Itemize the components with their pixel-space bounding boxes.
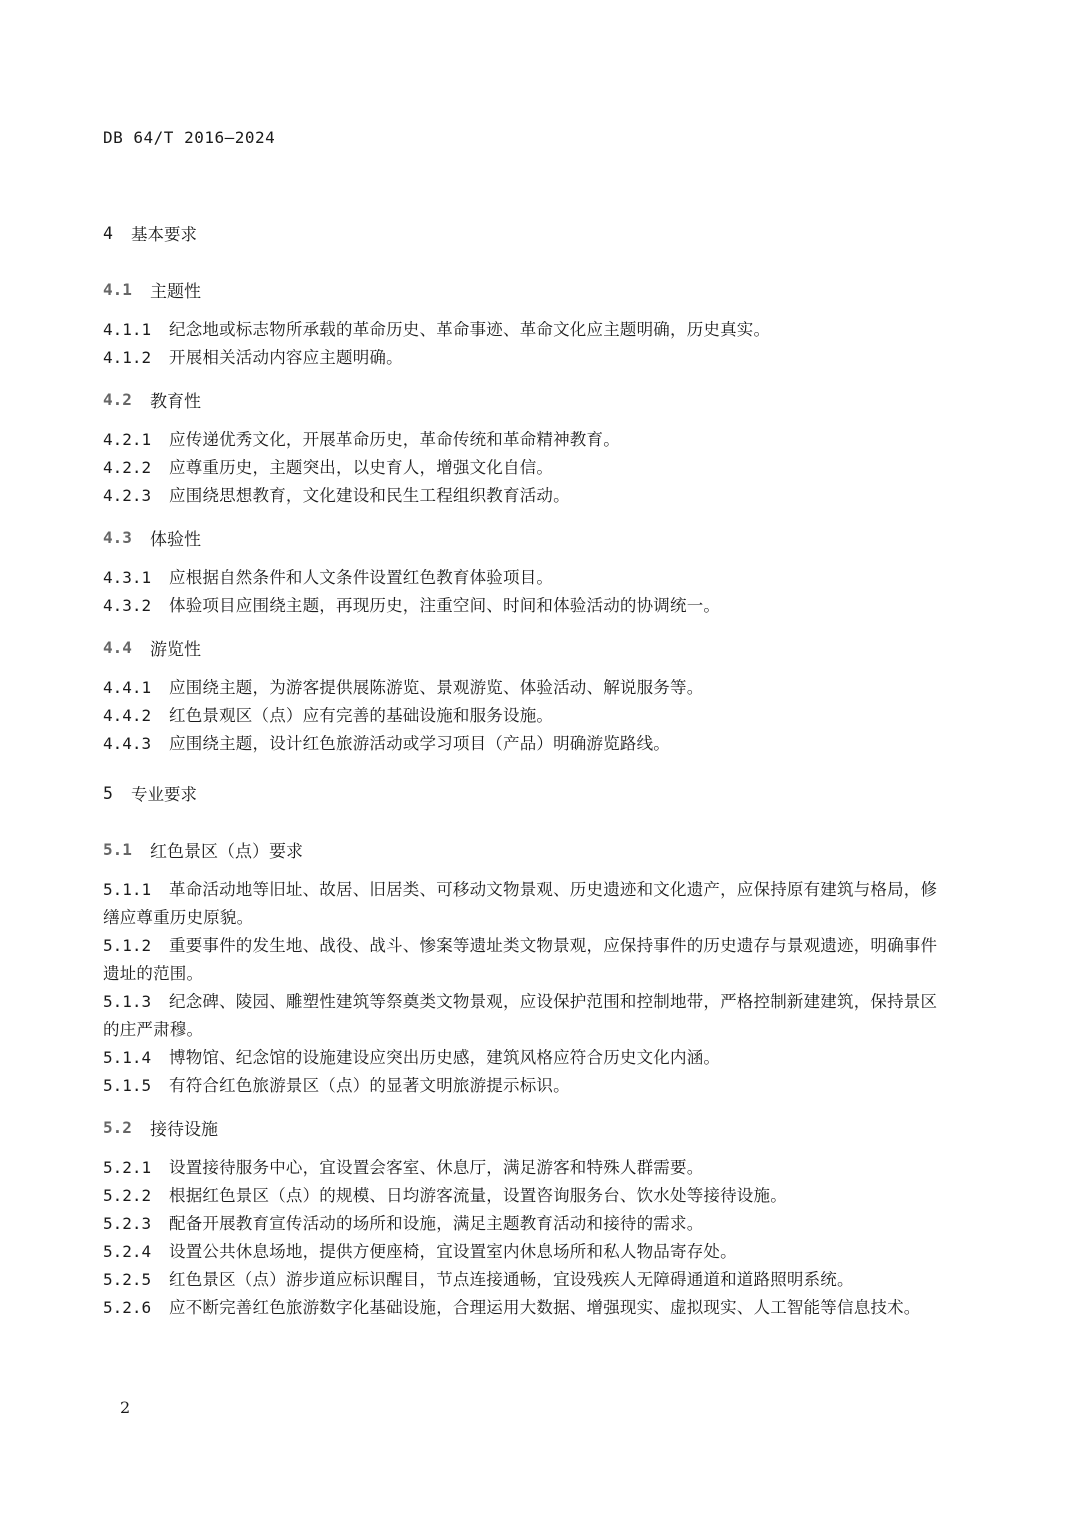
clause-text: 设置接待服务中心，宜设置会客室、休息厅，满足游客和特殊人群需要。 [169, 1158, 704, 1177]
clause-text: 应尊重历史，主题突出，以史育人，增强文化自信。 [169, 458, 554, 477]
clause [103, 1182, 953, 1210]
clause-number: 5.1.3 [103, 992, 152, 1011]
section-title: 红色景区（点）要求 [150, 841, 303, 862]
clause [103, 1238, 953, 1266]
section-number: 4.1 [103, 279, 132, 299]
clause-number: 5.2.3 [103, 1214, 152, 1233]
clause-text: 纪念地或标志物所承载的革命历史、革命事迹、革命文化应主题明确，历史真实。 [169, 320, 771, 339]
clause-text: 应根据自然条件和人文条件设置红色教育体验项目。 [169, 568, 554, 587]
clause [103, 482, 953, 510]
clause [103, 344, 953, 372]
clause-text: 体验项目应围绕主题，再现历史，注重空间、时间和体验活动的协调统一。 [169, 596, 721, 615]
clause-number: 5.1.4 [103, 1048, 152, 1067]
section-heading [103, 632, 953, 662]
chapter-title: 专业要求 [131, 785, 197, 804]
clause-text: 应传递优秀文化，开展革命历史，革命传统和革命精神教育。 [169, 430, 620, 449]
clause-number: 4.3.1 [103, 568, 152, 587]
section-number: 4.3 [103, 527, 132, 547]
section-number: 5.2 [103, 1117, 132, 1137]
clause [103, 730, 953, 758]
section-number: 4.2 [103, 389, 132, 409]
clause-text: 应不断完善红色旅游数字化基础设施，合理运用大数据、增强现实、虚拟现实、人工智能等信息技术。 [169, 1298, 921, 1317]
clause [103, 426, 953, 454]
section-heading [103, 834, 953, 864]
section-number: 4.4 [103, 637, 132, 657]
clause-number: 5.2.4 [103, 1242, 152, 1261]
clause-number: 4.3.2 [103, 596, 152, 615]
page-number: 2 [120, 1398, 131, 1417]
clause-text: 博物馆、纪念馆的设施建设应突出历史感，建筑风格应符合历史文化内涵。 [169, 1048, 721, 1067]
clause-text: 革命活动地等旧址、故居、旧居类、可移动文物景观、历史遗迹和文化遗产，应保持原有建筑与格局，修缮应尊重历史原貌。 [103, 880, 938, 927]
clause [103, 702, 953, 730]
clause-text: 配备开展教育宣传活动的场所和设施，满足主题教育活动和接待的需求。 [169, 1214, 704, 1233]
clause [103, 1044, 953, 1072]
clause [103, 674, 953, 702]
section-heading [103, 522, 953, 552]
chapter-heading [103, 778, 953, 808]
clause-number: 4.4.3 [103, 734, 152, 753]
clause-number: 4.2.1 [103, 430, 152, 449]
clause-number: 4.1.1 [103, 320, 152, 339]
section-heading [103, 384, 953, 414]
clause-number: 5.1.5 [103, 1076, 152, 1095]
section-title: 接待设施 [150, 1119, 218, 1140]
clause [103, 454, 953, 482]
clause-number: 4.2.2 [103, 458, 152, 477]
clause [103, 932, 953, 988]
chapter-title: 基本要求 [131, 225, 197, 244]
section-title: 主题性 [150, 281, 201, 302]
clause-number: 5.1.2 [103, 936, 152, 955]
clause-number: 4.2.3 [103, 486, 152, 505]
section-title: 教育性 [150, 391, 201, 412]
clause-number: 4.1.2 [103, 348, 152, 367]
chapter-heading [103, 218, 953, 248]
clause-number: 5.2.1 [103, 1158, 152, 1177]
clause-text: 开展相关活动内容应主题明确。 [169, 348, 403, 367]
clause [103, 1210, 953, 1238]
clause-text: 纪念碑、陵园、雕塑性建筑等祭奠类文物景观，应设保护范围和控制地带，严格控制新建建筑，保持景区的庄严肃穆。 [103, 992, 938, 1039]
clause [103, 1266, 953, 1294]
clause [103, 988, 953, 1044]
clause-number: 5.1.1 [103, 880, 152, 899]
clause-text: 应围绕主题，设计红色旅游活动或学习项目（产品）明确游览路线。 [169, 734, 670, 753]
clause-text: 应围绕主题，为游客提供展陈游览、景观游览、体验活动、解说服务等。 [169, 678, 704, 697]
clause-text: 红色景观区（点）应有完善的基础设施和服务设施。 [169, 706, 554, 725]
section-heading [103, 1112, 953, 1142]
clause-number: 5.2.6 [103, 1298, 152, 1317]
chapter-number: 5 [103, 783, 113, 803]
clause-number: 5.2.5 [103, 1270, 152, 1289]
clause [103, 564, 953, 592]
clause-number: 4.4.1 [103, 678, 152, 697]
clause-number: 5.2.2 [103, 1186, 152, 1205]
clause-text: 红色景区（点）游步道应标识醒目，节点连接通畅，宜设残疾人无障碍通道和道路照明系统。 [169, 1270, 854, 1289]
standard-code-header: DB 64/T 2016—2024 [103, 128, 276, 147]
section-title: 游览性 [150, 639, 201, 660]
clause-number: 4.4.2 [103, 706, 152, 725]
clause [103, 1154, 953, 1182]
clause [103, 1294, 953, 1322]
clause [103, 316, 953, 344]
clause-text: 应围绕思想教育，文化建设和民生工程组织教育活动。 [169, 486, 570, 505]
clause-text: 根据红色景区（点）的规模、日均游客流量，设置咨询服务台、饮水处等接待设施。 [169, 1186, 787, 1205]
section-heading [103, 274, 953, 304]
section-number: 5.1 [103, 839, 132, 859]
document-body [103, 218, 953, 1322]
section-title: 体验性 [150, 529, 201, 550]
clause [103, 592, 953, 620]
clause [103, 876, 953, 932]
clause-text: 有符合红色旅游景区（点）的显著文明旅游提示标识。 [169, 1076, 570, 1095]
chapter-number: 4 [103, 223, 113, 243]
clause-text: 重要事件的发生地、战役、战斗、惨案等遗址类文物景观，应保持事件的历史遗存与景观遗迹，明确事件遗址的范围。 [103, 936, 938, 983]
clause [103, 1072, 953, 1100]
clause-text: 设置公共休息场地，提供方便座椅，宜设置室内休息场所和私人物品寄存处。 [169, 1242, 737, 1261]
